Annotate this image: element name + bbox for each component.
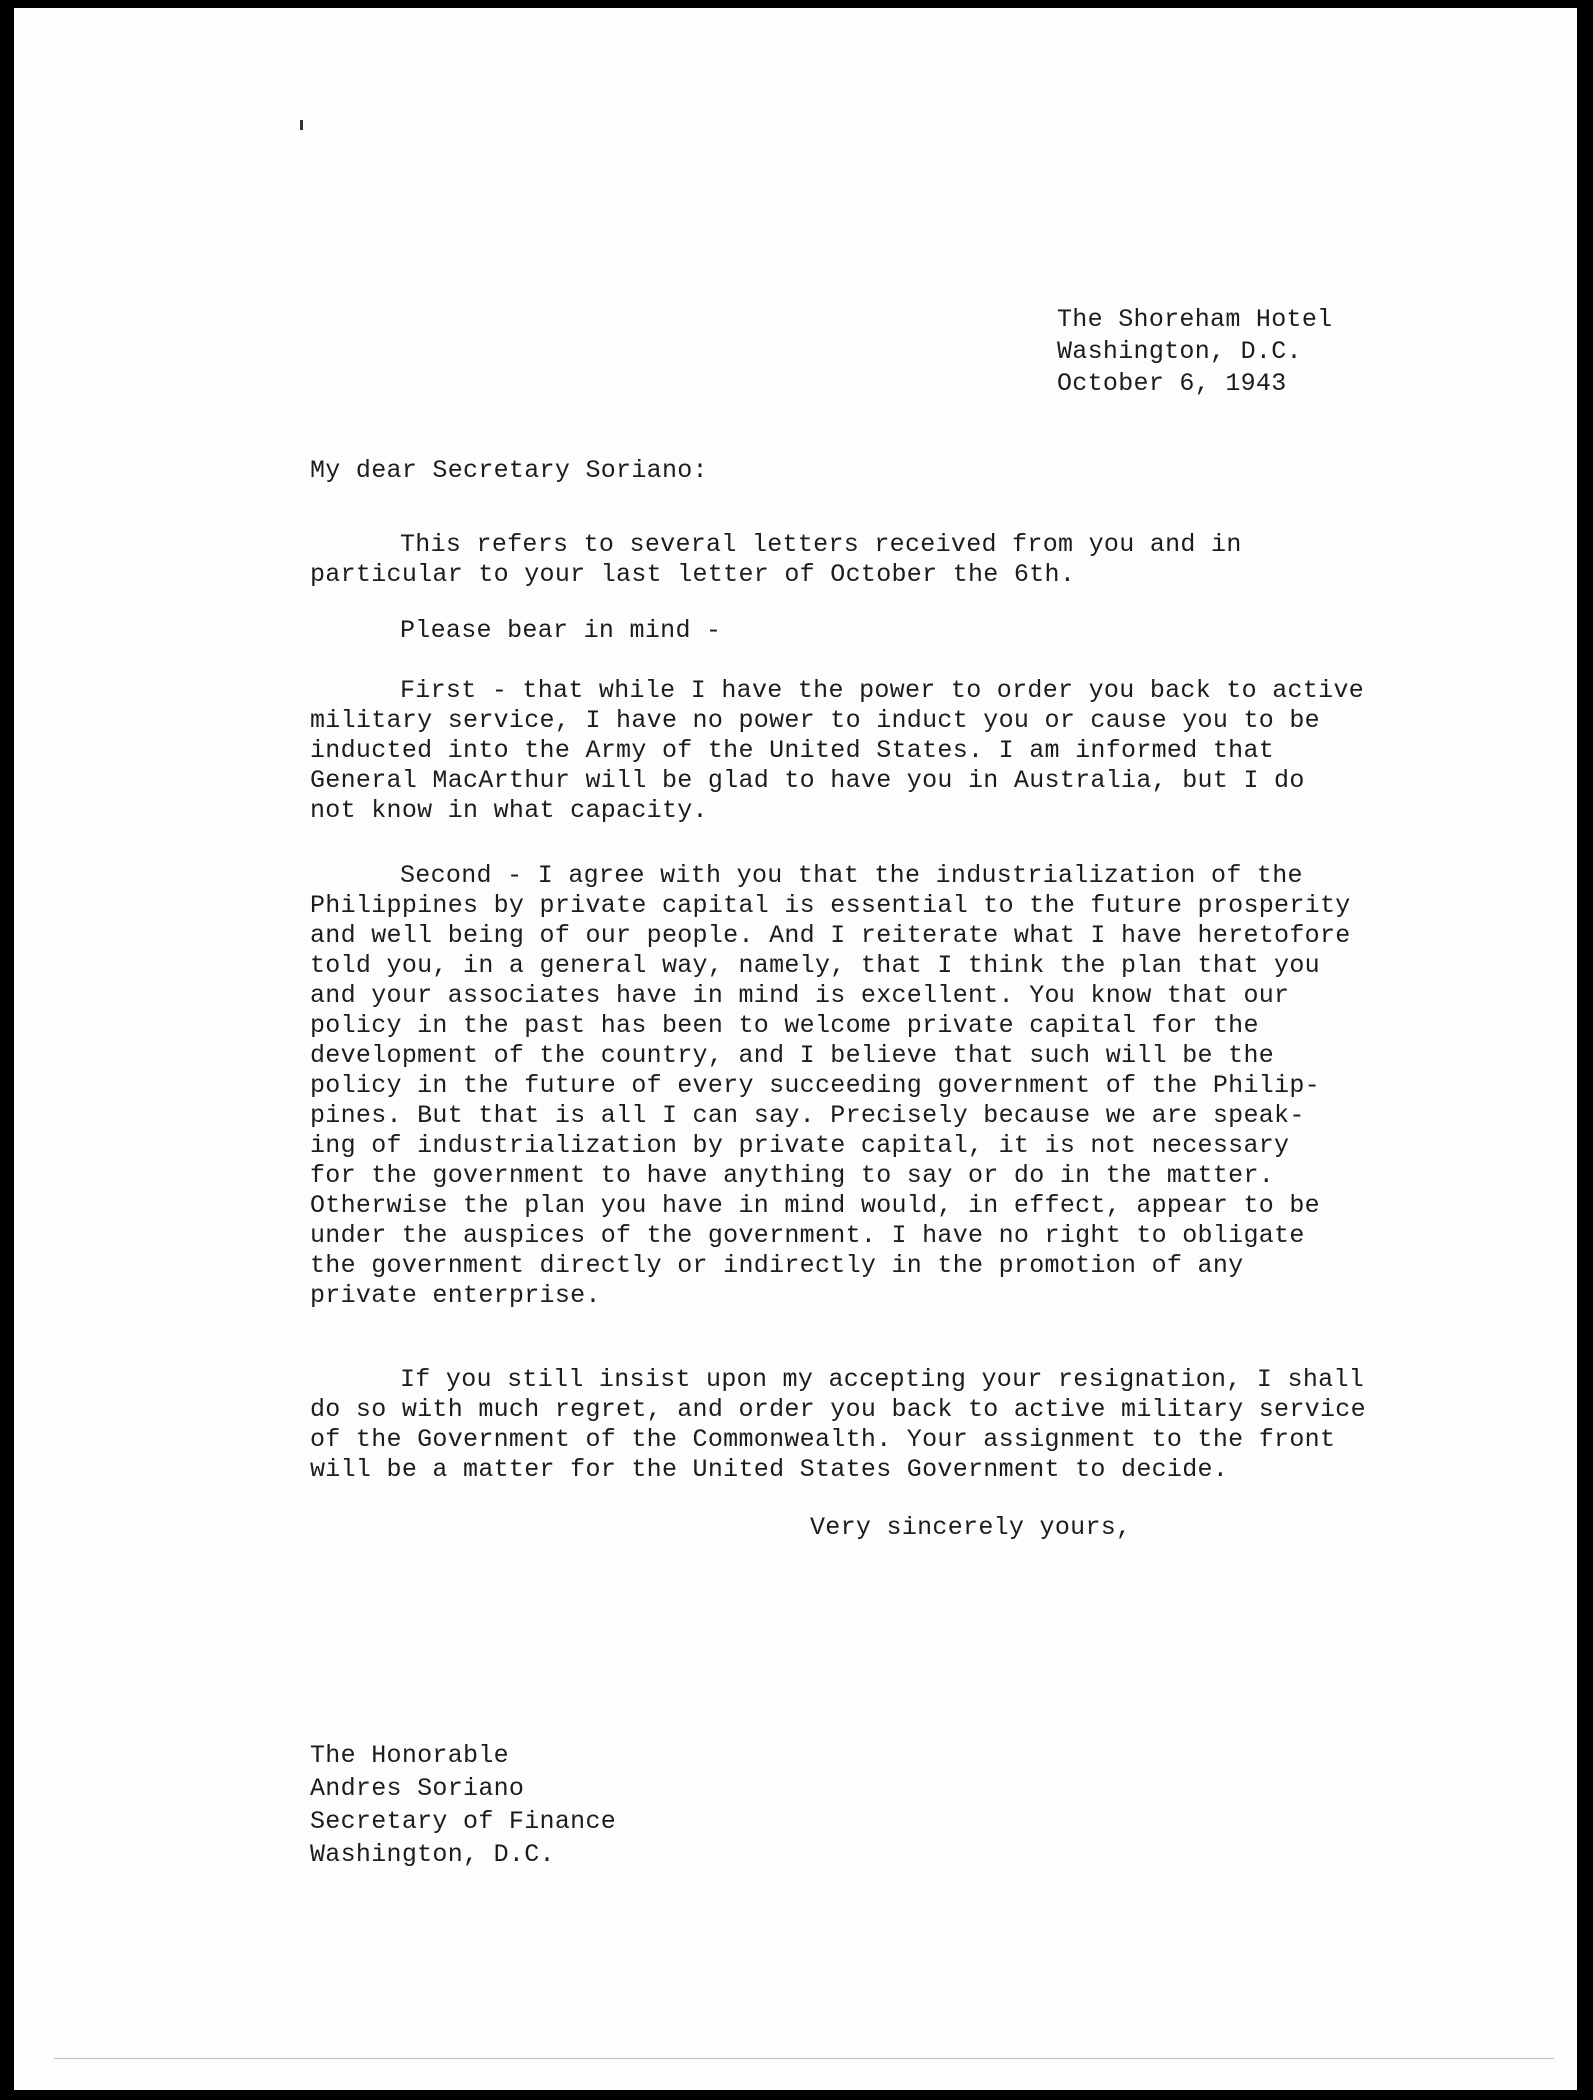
paragraph-line: will be a matter for the United States Government to decide. [310, 1455, 1229, 1484]
paragraph-line: inducted into the Army of the United States. I am informed that [310, 736, 1275, 765]
paragraph-line: do so with much regret, and order you back to active military service [310, 1395, 1366, 1424]
paragraph-1 [310, 530, 1430, 590]
paragraph-line: the government directly or indirectly in the promotion of any [310, 1251, 1244, 1280]
paragraph-line: told you, in a general way, namely, that I think the plan that you [310, 951, 1320, 980]
page-edge-line [54, 2058, 1554, 2059]
letter-page [14, 8, 1577, 2090]
paragraph-line: First - that while I have the power to order you back to active [400, 676, 1365, 705]
paragraph-line: and well being of our people. And I reiterate what I have heretofore [310, 921, 1351, 950]
letterhead-date: October 6, 1943 [1057, 369, 1287, 398]
letterhead-hotel: The Shoreham Hotel [1057, 305, 1333, 334]
paragraph-line: ing of industrialization by private capital, it is not necessary [310, 1131, 1290, 1160]
paragraph-line: for the government to have anything to say or do in the matter. [310, 1161, 1275, 1190]
paragraph-line: policy in the past has been to welcome private capital for the [310, 1011, 1259, 1040]
paragraph-line: If you still insist upon my accepting your resignation, I shall [400, 1365, 1365, 1394]
paragraph-line: particular to your last letter of October the 6th. [310, 560, 1076, 589]
paragraph-5 [310, 1365, 1430, 1485]
paragraph-line: under the auspices of the government. I have no right to obligate [310, 1221, 1305, 1250]
paragraph-line: not know in what capacity. [310, 796, 708, 825]
paragraph-2 [310, 616, 1430, 646]
addressee-city: Washington, D.C. [310, 1840, 555, 1869]
addressee-block [310, 1741, 616, 1873]
paragraph-line: General MacArthur will be glad to have you in Australia, but I do [310, 766, 1305, 795]
paragraph-4 [310, 861, 1430, 1311]
paragraph-line: development of the country, and I believe that such will be the [310, 1041, 1275, 1070]
letterhead [1057, 305, 1332, 401]
paragraph-line: and your associates have in mind is excellent. You know that our [310, 981, 1290, 1010]
paragraph-line: private enterprise. [310, 1281, 601, 1310]
addressee-position: Secretary of Finance [310, 1807, 617, 1836]
paragraph-line: of the Government of the Commonwealth. Your assignment to the front [310, 1425, 1336, 1454]
paragraph-line: Otherwise the plan you have in mind would, in effect, appear to be [310, 1191, 1320, 1220]
paragraph-line: policy in the future of every succeeding government of the Philip- [310, 1071, 1320, 1100]
addressee-title: The Honorable [310, 1741, 509, 1770]
stray-ink-mark [300, 120, 303, 130]
paragraph-line: Please bear in mind - [400, 616, 722, 645]
paragraph-line: military service, I have no power to induct you or cause you to be [310, 706, 1320, 735]
letterhead-city: Washington, D.C. [1057, 337, 1302, 366]
paragraph-line: Philippines by private capital is essential to the future prosperity [310, 891, 1351, 920]
salutation: My dear Secretary Soriano: [310, 456, 708, 485]
addressee-name: Andres Soriano [310, 1774, 525, 1803]
paragraph-line: This refers to several letters received from you and in [400, 530, 1242, 559]
paragraph-3 [310, 676, 1430, 826]
paragraph-line: Second - I agree with you that the industrialization of the [400, 861, 1303, 890]
closing: Very sincerely yours, [810, 1513, 1132, 1542]
paragraph-line: pines. But that is all I can say. Precisely because we are speak- [310, 1101, 1305, 1130]
